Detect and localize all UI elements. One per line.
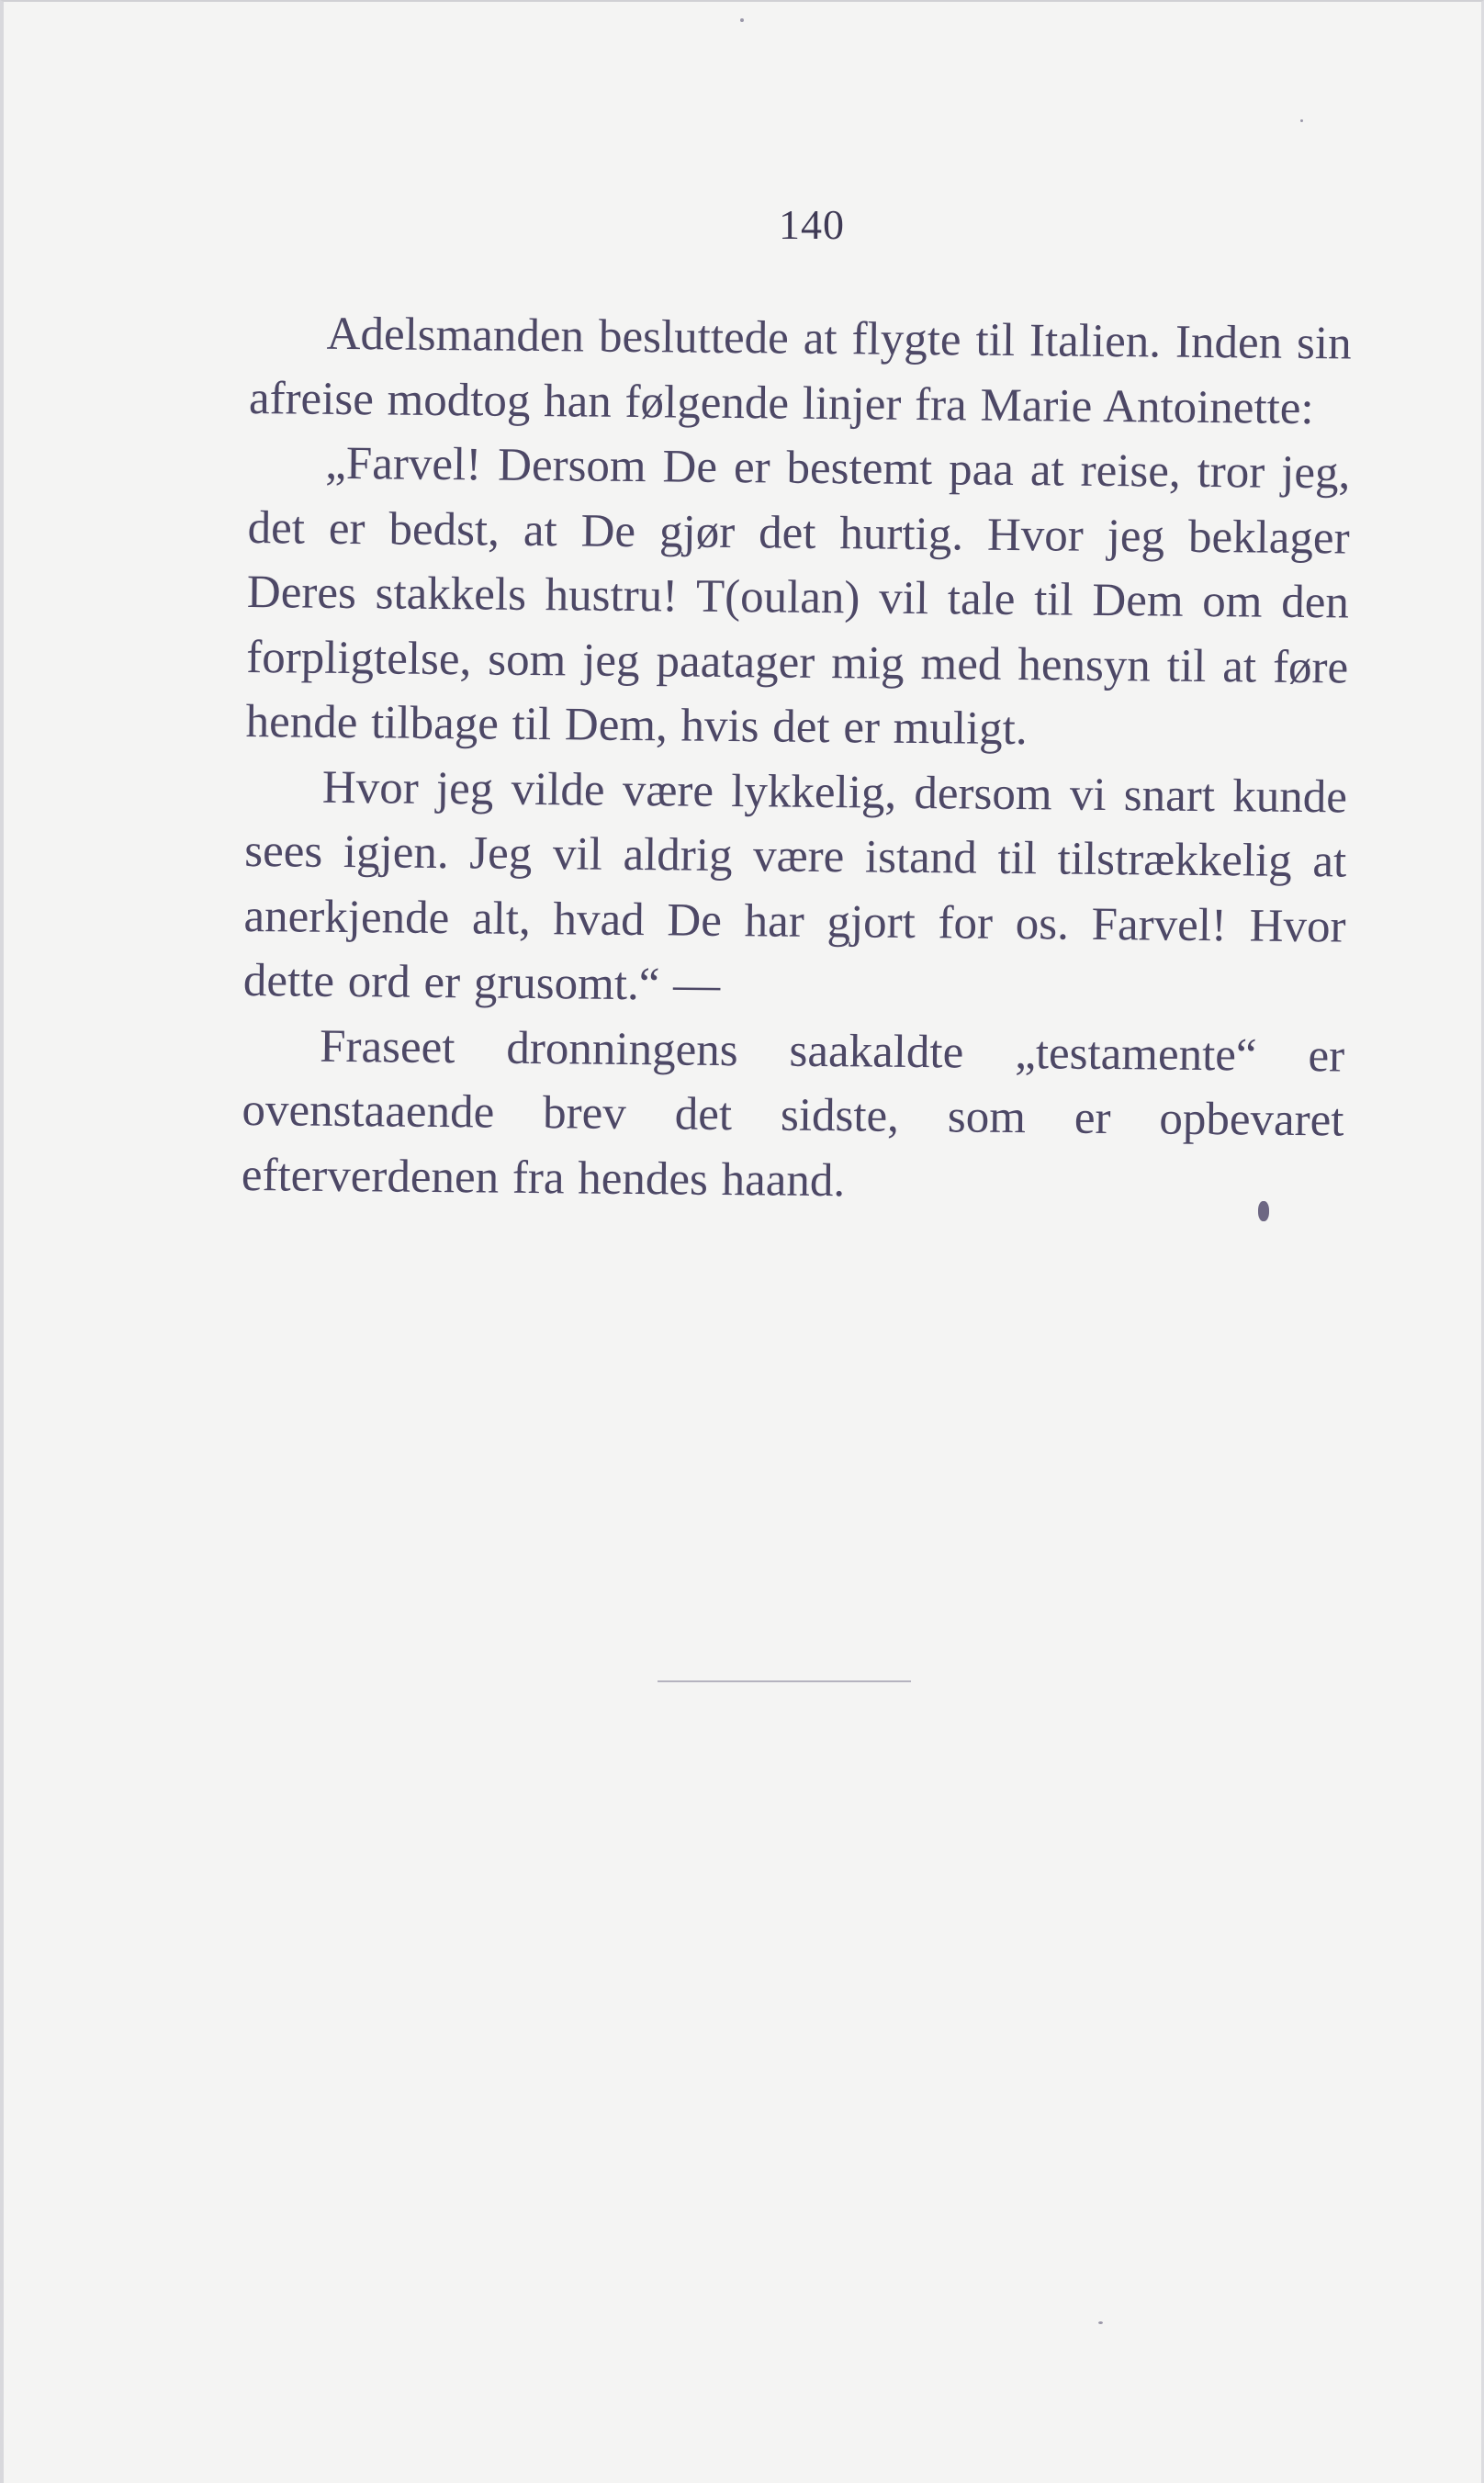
body-text — [242, 301, 1352, 1218]
paper-speck — [740, 18, 744, 22]
end-divider-line — [658, 1680, 911, 1682]
paragraph-2: „Farvel! Dersom De er bestemt paa at reise, tror jeg, det er bedst, at De gjør det hurtig. Hvor jeg beklager Deres stakkels hustru! T(oulan) vil tale til Dem om den forpligtelse, som jeg paatager mig med hensyn til at føre hende tilbage til Dem, hvis det er muligt. — [245, 437, 1351, 756]
paragraph-4: Fraseet dronningens saakaldte „testamente“ er ovenstaaende brev det sidste, som er opbevaret efterverdenen fra hendes haand. — [241, 1020, 1345, 1207]
paper-speck — [1300, 119, 1303, 122]
paragraph-1: Adelsmanden besluttede at flygte til Italien. Inden sin afreise modtog han følgende linjer fra Marie Antoinette: — [248, 308, 1352, 434]
ink-blot — [1258, 1201, 1269, 1221]
page-number: 140 — [779, 201, 845, 248]
paragraph-3: Hvor jeg vilde være lykkelig, dersom vi snart kunde sees igjen. Jeg vil aldrig være istand til tilstrækkelig at anerkjende alt, hvad De har gjort for os. Farvel! Hvor dette ord er grusomt.“ — — [242, 761, 1348, 1011]
paper-speck — [1098, 2321, 1103, 2324]
